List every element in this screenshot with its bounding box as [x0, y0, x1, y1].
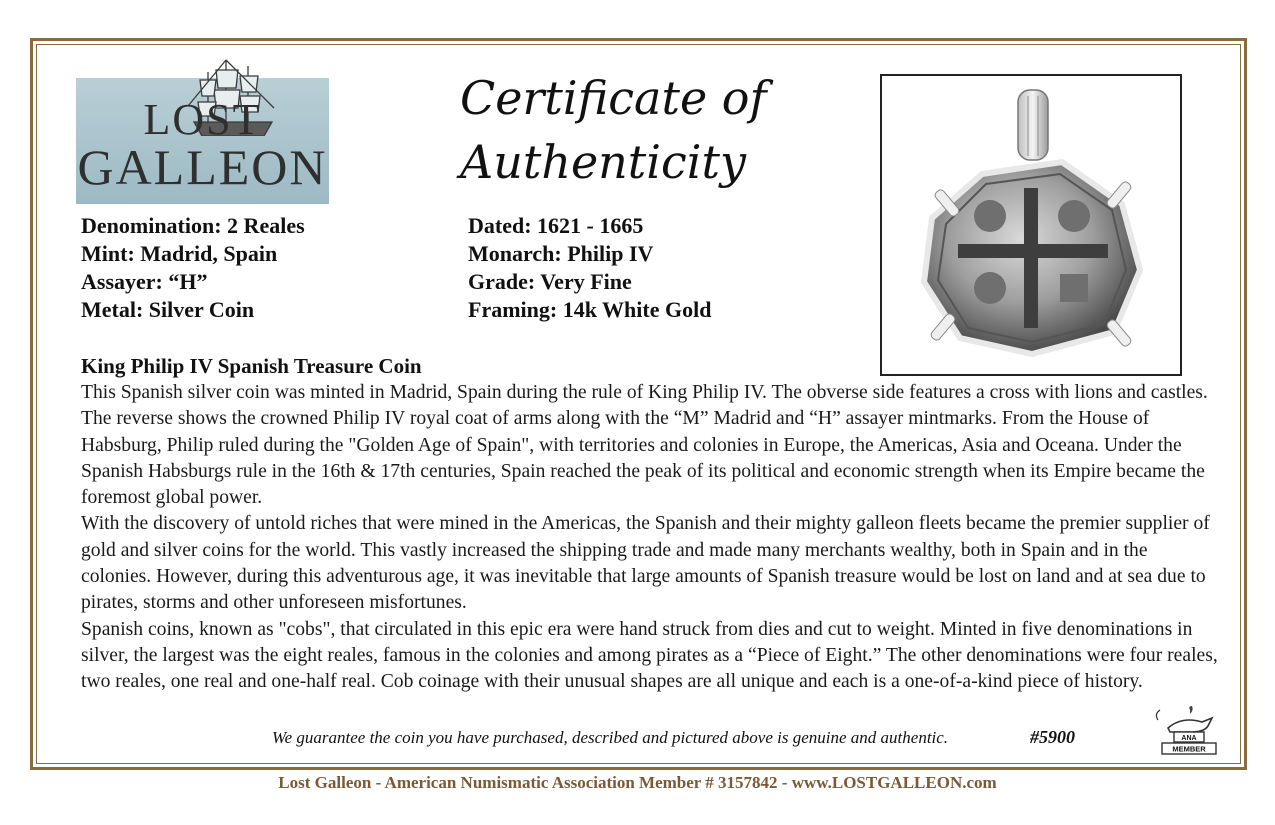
ana-lamp-icon: [1152, 706, 1222, 756]
spec-monarch: Monarch: Philip IV: [468, 241, 654, 266]
section-heading: King Philip IV Spanish Treasure Coin: [81, 354, 422, 378]
lost-galleon-logo: [76, 78, 329, 204]
paragraph-3: Spanish coins, known as "cobs", that circulated in this epic era were hand struck from dies and cut to weight. Minted in five denominations in silver, the largest was the eight reales, famous in the colonies and among pirates as a “Piece of Eight.” The other denominations were four reales, two reales, one real and one-half real. Cob coinage with their unusual shapes are all unique and each is a one-of-a-kind piece of history.: [81, 618, 1218, 693]
spec-mint: Mint: Madrid, Spain: [81, 241, 278, 266]
certificate-number: #5900: [1030, 727, 1075, 747]
logo-lost-text: LOST: [143, 95, 262, 144]
paragraph-2: With the discovery of untold riches that were mined in the Americas, the Spanish and their mighty galleon fleets became the premier supplier of gold and silver coins for the world. This vastly increased the shipping trade and made many merchants wealthy, both in Spain and in the colonies. However, during this adventurous age, it was inevitable that large amounts of Spanish treasure would be lost on land and at sea due to pirates, storms and other unforeseen misfortunes.: [81, 513, 1210, 614]
certificate-title: [460, 66, 780, 194]
ana-member-badge: [1152, 706, 1222, 761]
spec-framing: Framing: 14k White Gold: [468, 297, 712, 322]
spec-metal: Metal: Silver Coin: [81, 297, 255, 322]
spec-grade: Grade: Very Fine: [468, 269, 632, 294]
silver-coin-pendant-icon: [882, 76, 1180, 374]
guarantee-statement: We guarantee the coin you have purchased, described and pictured above is genuine and authentic.: [272, 728, 949, 747]
badge-ana-text: ANA: [1181, 735, 1197, 742]
coin-photo: [880, 74, 1182, 376]
spec-assayer: Assayer: “H”: [81, 269, 208, 294]
spec-dated: Dated: 1621 - 1665: [468, 213, 644, 238]
paragraph-1: This Spanish silver coin was minted in Madrid, Spain during the rule of King Philip IV. The obverse side features a cross with lions and castles. The reverse shows the crowned Philip IV royal coat of arms along with the “M” Madrid and “H” assayer mintmarks. From the House of Habsburg, Philip ruled during the "Golden Age of Spain", with territories and colonies in Europe, the Americas, Asia and Oceana. Under the Spanish Habsburgs rule in the 16th & 17th centuries, Spain reached the peak of its political and economic strength when its Empire became the foremost global power.: [81, 382, 1208, 509]
badge-member-text: MEMBER: [1172, 744, 1206, 754]
specs-left-column: [81, 212, 305, 324]
footer-line: Lost Galleon - American Numismatic Association Member # 3157842 - www.LOSTGALLEON.com: [278, 773, 997, 792]
title-line-2: Authenticity: [460, 135, 746, 189]
spec-denomination: Denomination: 2 Reales: [81, 213, 305, 238]
title-line-1: Certificate of: [460, 71, 767, 125]
logo-galleon-text: GALLEON: [77, 139, 328, 195]
description-body: [81, 380, 1221, 696]
specs-right-column: [468, 212, 711, 324]
